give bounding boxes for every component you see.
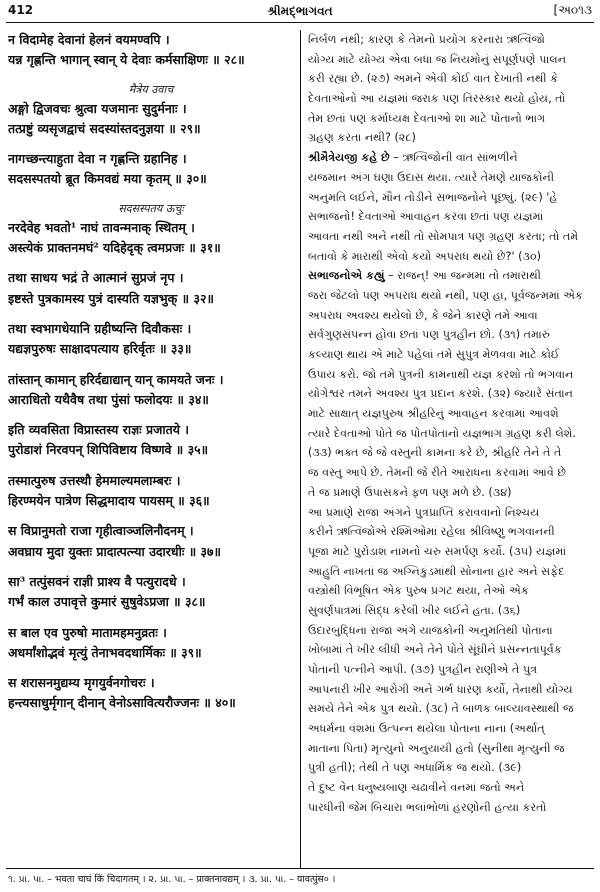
- verse-gap: [8, 613, 294, 623]
- page-number: 412: [8, 3, 34, 17]
- verse-line: न विदामेह देवानां हेलनं वयमण्वपि ।: [8, 32, 170, 47]
- footnote: ૧. પ્રા. પા. – भवता चाघं किं चिदागतम् । ૨. પ્રા. પા. – प्राक्तनावद्यम् । ૩. પ્રા. પા. – यावत्पुंस० ।: [8, 874, 336, 885]
- translation-text: (૩૩) ભક્ત જે જે વસ્તુની કામના કરે છે, શ્રીહરિ તેને તે તે: [308, 446, 562, 460]
- translation-text: અનુમતિ લઈને, મૌન તોડીને સભાજનોને પૂછ્યું. (૨૯) 'હે: [308, 190, 558, 204]
- verse-line: स बाल एव पुरुषो मातामहमनुव्रतः ।: [8, 624, 167, 640]
- translation-text: વસ્ત્રોથી વિભૂષિત એક પુરુષ પ્રગટ થયા, તેઓ એક: [308, 584, 529, 598]
- speaker-label: શ્રીમૈત્રેયજી કહે છે: [308, 151, 390, 165]
- verse-line: यन्न गृह्णन्ति भागान् स्वान् ये देवाः कर्मसाक्षिणः ॥ २८॥: [8, 52, 245, 68]
- speaker-heading: मैत्रेय उवाच: [128, 82, 174, 96]
- sanskrit-verse-column: [8, 30, 294, 714]
- translation-text: યોગ્ય માટે યોગ્ય એવા બધા જ નિયમોનું સંપૂર્ણપણે પાલન: [308, 52, 567, 66]
- translation-text: ત્યારે દેવતાઓ પોતે જ પોતપોતાનો યજ્ઞભાગ ગ્રહણ કરી લેશે.: [308, 426, 576, 440]
- translation-text: દેવતાઓનો આ યજ્ઞમાં જરાક પણ તિરસ્કાર થયો હોય, તો: [308, 92, 566, 106]
- translation-line: [308, 699, 594, 719]
- translation-text: અપરાધ અવશ્ય થયેલો છે, કે જેને કારણે તમે આવા: [308, 308, 538, 322]
- translation-text: માતાના પિતા) મૃત્યુનો અનુયાયી હતો (સુનીથા મૃત્યુની જ: [308, 741, 565, 755]
- speaker-label: સભાજનોએ કહ્યું: [308, 269, 385, 283]
- translation-line: [308, 503, 594, 523]
- translation-line: [308, 424, 594, 444]
- translation-text: પોતાની પત્નીને આપી. (૩૭) પુત્રહીન રાણીએ તે પુત્ર: [308, 663, 538, 676]
- translation-line: [308, 542, 594, 562]
- translation-line: [308, 306, 594, 326]
- verse-line: तथा साधय भद्रं ते आत्मानं सुप्रजं नृप ।: [8, 270, 184, 286]
- verse-line: नरदेवेह भवतो¹ नाघं तावन्मनाक् स्थितम् ।: [8, 219, 195, 235]
- translation-text: જ વસ્તુ આપે છે. તેમની જે રીતે આરાધના કરવામાં આવે છે: [308, 466, 567, 480]
- translation-text: આ પ્રમાણે રાજા અંગને પુત્રપ્રાપ્તિ કરાવવાનો નિશ્ચય: [308, 505, 540, 519]
- translation-line: [308, 188, 594, 208]
- translation-line: [308, 50, 594, 70]
- verse-line: इति व्यवसिता विप्रास्तस्य राज्ञः प्रजातये ।: [8, 422, 190, 438]
- translation-text: – રાજન્! આ જન્મમાં તો તમારાથી: [384, 269, 541, 283]
- translation-line: [308, 109, 594, 129]
- gujarati-translation-column: [308, 30, 594, 818]
- translation-text: જરા જેટલો પણ અપરાધ થયો નથી, પણ હા, પૂર્વજન્મમાં એક: [308, 288, 583, 302]
- translation-text: ઉપાય કરો. જો તમે પુત્રની કામનાથી યજ્ઞ કરશો તો ભગવાન: [308, 367, 574, 381]
- translation-line: [308, 266, 594, 286]
- translation-text: સુવર્ણપાત્રમાં સિદ્ધ કરેલી ખીર લઈને હતા. (૩૬): [308, 603, 521, 617]
- translation-text: કલ્યાણ થાય એ માટે પહેલાં તમે સુપુત્ર મેળવવા માટે કોઈ: [308, 348, 560, 361]
- translation-line: [308, 345, 594, 365]
- translation-line: [308, 384, 594, 404]
- verse-line: गर्भं काल उपावृत्ते कुमारं सुषुवेऽप्रजा ॥ ३८॥: [8, 594, 206, 610]
- verse-gap: [8, 258, 294, 268]
- verse-line: अङ्गो द्विजवचः श्रुत्वा यजमानः सुदुर्मनाः ।: [8, 100, 187, 116]
- translation-text: નિર્બળ નથી; કારણ કે તેમનો પ્રયોગ કરનારા ઋત્વિજો: [308, 33, 545, 46]
- verse-gap: [8, 511, 294, 521]
- verse-line: इष्टस्ते पुत्रकामस्य पुत्रं दास्यति यज्ञभुक् ॥ ३२॥: [8, 290, 214, 306]
- translation-line: [308, 404, 594, 424]
- verse-line: स शरासनमुद्यम्य मृगयुर्वनगोचरः ।: [8, 675, 155, 691]
- translation-text: અધર્મના વંશમાં ઉત્પન્ન થયેલા પોતાના નાના (અર્થાત્: [308, 722, 545, 736]
- page-header: [6, 2, 594, 20]
- translation-line: [308, 778, 594, 798]
- translation-text: ઉદારબુદ્ધિના રાજા અંગે યાજકોની અનુમતિથી પોતાના: [308, 623, 553, 637]
- verse-gap: [8, 410, 294, 420]
- header-rule: [6, 22, 594, 23]
- translation-line: [308, 227, 594, 247]
- verse-gap: [8, 461, 294, 471]
- translation-text: કરી રહ્યા છે. (૨૭) અમને એવી કોઈ વાત દેખાતી નથી કે: [308, 72, 559, 86]
- translation-text: તેમ છતાં પણ કર્માધ્યક્ષ દેવતાઓ શા માટે પોતાનો ભાગ: [308, 111, 546, 125]
- translation-line: [308, 640, 594, 660]
- verse-line: हिरण्मयेन पात्रेण सिद्धमादाय पायसम् ॥ ३६॥: [8, 493, 210, 509]
- translation-text: કરીને ઋત્વિજોએ રશ્મિઓમાં રહેલા શ્રીવિષ્ણુ ભગવાનની: [308, 525, 555, 539]
- translation-text: આહુતિ નાખતાં જ અગ્નિકુંડમાંથી સોનાના હાર અને સફેદ: [308, 564, 565, 578]
- translation-text: સમયે તેને એક પુત્ર થયો. (૩૮) તે બાળક બાલ્યાવસ્થાથી જ: [308, 702, 574, 716]
- translation-line: [308, 758, 594, 778]
- translation-line: [308, 660, 594, 680]
- translation-text: સર્વગુણસંપન્ન હોવા છતાં પણ પુત્રહીન છો. (૩૧) તમારું: [308, 328, 550, 342]
- verse-line: अवघ्राय मुदा युक्तः प्रादात्पत्न्या उदारधीः ॥ ३७॥: [8, 543, 222, 559]
- verse-gap: [8, 562, 294, 572]
- translation-text: પારધીની જેમ બિચારા ભલાંભોળાં હરણોની હત્યા કરતો: [308, 800, 547, 814]
- translation-line: [308, 247, 594, 267]
- translation-line: [308, 680, 594, 700]
- translation-text: – ઋત્વિજોની વાત સાંભળીને: [389, 151, 518, 165]
- translation-line: [308, 601, 594, 621]
- translation-line: [308, 168, 594, 188]
- verse-line: सा³ तत्पुंसवनं राज्ञी प्राश्य वै पत्युरादधे ।: [8, 573, 186, 589]
- translation-line: [308, 719, 594, 739]
- verse-line: स विप्रानुमतो राजा गृहीत्वाञ्जलिनौदनम् ।: [8, 523, 194, 539]
- verse-gap: [8, 663, 294, 673]
- footnote-rule: [6, 868, 594, 869]
- translation-text: ખોબામાં તે ખીર લીધી અને તેને પોતે સૂંઘીને પ્રસન્નતાપૂર્વક: [308, 643, 562, 657]
- verse-gap: [8, 309, 294, 319]
- translation-text: યોગેશ્વર તમને અવશ્ય પુત્ર પ્રદાન કરશે. (૩૨) જ્યારે સંતાન: [308, 387, 574, 401]
- verse-line: अस्त्येकं प्राक्तनमघं² यदिहेदृक् त्वमप्रजः ॥ ३१॥: [8, 240, 221, 256]
- translation-line: [308, 463, 594, 483]
- translation-text: આવતા નથી અને નથી તો સોમપાત્ર પણ ગ્રહણ કરતા; તો તમે: [308, 229, 579, 243]
- translation-line: [308, 739, 594, 759]
- translation-text: પુત્રી હતી); તેથી તે પણ અધાર્મિક જ થયો. (૩૯): [308, 761, 522, 775]
- verse-line: आराधितो यथैवैष तथा पुंसां फलोदयः ॥ ३४॥: [8, 391, 209, 407]
- translation-line: [308, 30, 594, 50]
- column-divider: [300, 30, 301, 868]
- verse-line: नागच्छन्त्याहुता देवा न गृह्णन्ति ग्रहानिह ।: [8, 151, 187, 167]
- verse-line: अधर्मांशोद्भवं मृत्युं तेनाभवदधार्मिकः ॥ ३९॥: [8, 644, 202, 660]
- verse-line: हन्त्यसाधुर्मृगान् दीनान् वेनोऽसावित्यरौज्जनः ॥ ४०॥: [8, 695, 236, 711]
- verse-line: पुरोडाशं निरवपन् शिपिविष्टाय विष्णवे ॥ ३५॥: [8, 442, 209, 458]
- translation-line: [308, 581, 594, 601]
- translation-text: સભાજનો! દેવતાઓ આવાહન કરવા છતાં પણ યજ્ઞમાં: [308, 210, 544, 224]
- translation-text: આપનારી ખીર આરોગી અને ગર્ભ ધારણ કર્યો, તેનાથી યોગ્ય: [308, 682, 573, 696]
- translation-text: બતાવો કે મારાથી એવો કયો અપરાધ થયો છે?' (૩૦): [308, 249, 542, 263]
- translation-line: [308, 522, 594, 542]
- verse-line: तांस्तान् कामान् हरिर्दद्याद्यान् यान् कामयते जनः ।: [8, 371, 224, 387]
- translation-line: [308, 207, 594, 227]
- translation-text: પૂજા માટે પુરોડાશ નામનો ચરુ સમર્પણ કર્યો. (૩૫) યજ્ઞમાં: [308, 544, 567, 558]
- translation-line: [308, 69, 594, 89]
- verse-gap: [8, 190, 294, 200]
- translation-line: [308, 286, 594, 306]
- translation-line: [308, 128, 594, 148]
- verse-line: यद्यज्ञपुरुषः साक्षादपत्याय हरिर्वृतः ॥ ३३॥: [8, 341, 192, 357]
- verse-gap: [8, 139, 294, 149]
- translation-line: [308, 443, 594, 463]
- verse-line: तथा स्वभागधेयानि ग्रहीष्यन्ति दिवौकसः ।: [8, 320, 192, 336]
- translation-line: [308, 89, 594, 109]
- verse-line: तस्मात्पुरुष उत्तस्थौ हेममाल्यमलाम्बरः ।: [8, 472, 181, 488]
- verse-line: सदसस्पतयो ब्रूत किमवद्यं मया कृतम् ॥ ३०॥: [8, 171, 207, 187]
- verse-gap: [8, 360, 294, 370]
- translation-line: [308, 325, 594, 345]
- running-title: શ્રીમદ્ભાગવત: [267, 3, 333, 18]
- translation-text: તે દુષ્ટ વેન ધનુષ્યબાણ ચઢાવીને વનમાં જતો અને: [308, 781, 525, 795]
- translation-line: [308, 798, 594, 818]
- verse-line: तत्प्रष्टुं व्यसृजद्वाचं सदस्यांस्तदनुज्ञया ॥ २९॥: [8, 120, 201, 136]
- translation-line: [308, 562, 594, 582]
- chapter-marker: [અ૦૧૩: [553, 3, 592, 17]
- translation-line: [308, 621, 594, 641]
- translation-text: માટે સાક્ષાત્ યજ્ઞપુરુષ શ્રીહરિનું આવાહન કરવામાં આવશે: [308, 407, 559, 421]
- translation-text: યજમાન અંગ ઘણા ઉદાસ થયા. ત્યારે તેમણે યાજકોની: [308, 170, 555, 184]
- translation-text: ગ્રહણ કરતા નથી? (૨૮): [308, 131, 416, 145]
- translation-line: [308, 483, 594, 503]
- verse-gap: [8, 71, 294, 81]
- speaker-heading: सदसस्पतय ऊचुः: [118, 201, 184, 215]
- translation-text: તે જ પ્રમાણે ઉપાસકને ફળ પણ મળે છે. (૩૪): [308, 485, 512, 499]
- translation-line: [308, 365, 594, 385]
- translation-line: [308, 148, 594, 168]
